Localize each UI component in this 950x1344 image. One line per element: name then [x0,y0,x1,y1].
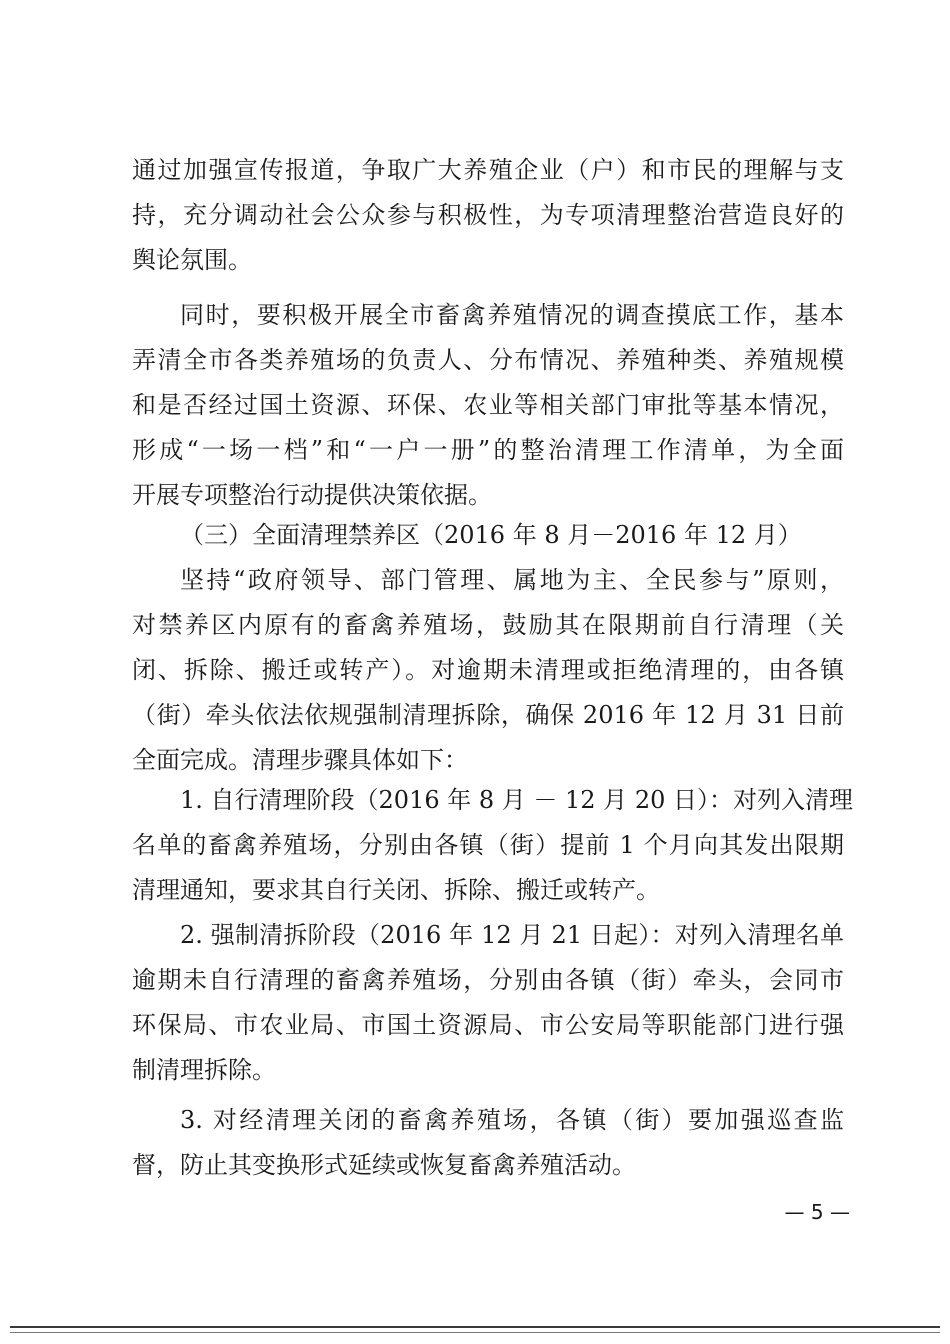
section-heading: （三）全面清理禁养区（2016 年 8 月－2016 年 12 月） [180,521,802,549]
list-item-line: 1. 自行清理阶段（2016 年 8 月 － 12 月 20 日）：对列入清理 [180,786,853,814]
body-text-line: 舆论氛围。 [132,246,252,274]
body-text-line: 形成“一场一档”和“一户一册”的整治清理工作清单，为全面 [132,436,844,464]
list-item-line: 清理通知，要求其自行关闭、拆除、搬迁或转产。 [132,876,660,904]
list-item-line: 环保局、市农业局、市国土资源局、市公安局等职能部门进行强 [132,1011,844,1039]
list-item-line: 2. 强制清拆阶段（2016 年 12 月 21 日起）：对列入清理名单 [180,921,844,949]
scan-bottom-edge [0,1318,950,1344]
body-text-line: 闭、拆除、搬迁或转产）。对逾期未清理或拒绝清理的，由各镇 [132,656,844,684]
body-text-line: 通过加强宣传报道，争取广大养殖企业（户）和市民的理解与支 [132,156,844,184]
scan-rule [10,1326,940,1328]
body-text-line: 同时，要积极开展全市畜禽养殖情况的调查摸底工作，基本 [180,301,844,329]
body-text-line: 坚持“政府领导、部门管理、属地为主、全民参与”原则， [180,566,844,594]
body-text-line: 开展专项整治行动提供决策依据。 [132,481,492,509]
list-item-line: 名单的畜禽养殖场，分别由各镇（街）提前 1 个月向其发出限期 [132,831,844,859]
body-text-line: 持，充分调动社会公众参与积极性，为专项清理整治营造良好的 [132,201,844,229]
body-text-line: 全面完成。清理步骤具体如下： [132,746,468,774]
list-item-line: 制清理拆除。 [132,1056,276,1084]
page-number: — 5 — [784,1200,850,1224]
scan-rule [10,1332,940,1333]
list-item-line: 督，防止其变换形式延续或恢复畜禽养殖活动。 [132,1151,636,1179]
body-text-line: （街）牵头依法依规强制清理拆除，确保 2016 年 12 月 31 日前 [132,701,844,729]
body-text-line: 对禁养区内原有的畜禽养殖场，鼓励其在限期前自行清理（关 [132,611,844,639]
list-item-line: 逾期未自行清理的畜禽养殖场，分别由各镇（街）牵头，会同市 [132,966,844,994]
body-text-line: 弄清全市各类养殖场的负责人、分布情况、养殖种类、养殖规模 [132,346,844,374]
body-text-line: 和是否经过国土资源、环保、农业等相关部门审批等基本情况， [132,391,844,419]
list-item-line: 3. 对经清理关闭的畜禽养殖场，各镇（街）要加强巡查监 [180,1106,844,1134]
